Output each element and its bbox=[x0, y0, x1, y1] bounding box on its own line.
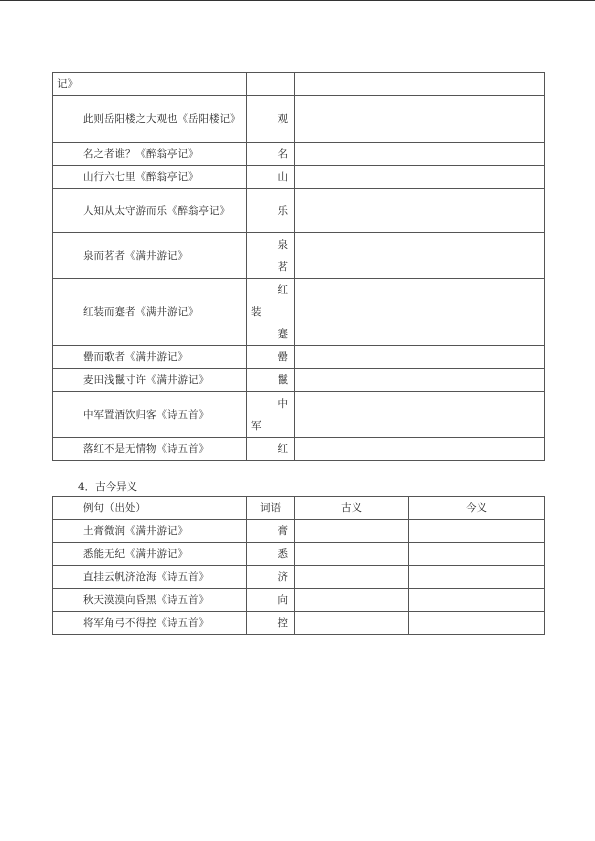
example-cell: 将军角弓不得控《诗五首》 bbox=[53, 612, 247, 635]
word-cell: 控 bbox=[247, 612, 295, 635]
table-row bbox=[53, 589, 545, 612]
table-row bbox=[53, 392, 545, 438]
modern-cell[interactable] bbox=[409, 589, 545, 612]
word-cell bbox=[247, 73, 295, 96]
modern-cell[interactable] bbox=[409, 612, 545, 635]
table-header-row bbox=[53, 497, 545, 520]
word-char: 茗 bbox=[277, 260, 288, 273]
ancient-cell[interactable] bbox=[295, 543, 409, 566]
word-cell: 鬣 bbox=[247, 369, 295, 392]
modern-cell[interactable] bbox=[409, 543, 545, 566]
word-cell: 名 bbox=[247, 143, 295, 166]
answer-cell[interactable] bbox=[295, 96, 545, 143]
word-cell: 罍 bbox=[247, 346, 295, 369]
ancient-cell[interactable] bbox=[295, 612, 409, 635]
example-cell: 红装而蹇者《满井游记》 bbox=[53, 279, 247, 346]
example-cell: 落红不是无情物《诗五首》 bbox=[53, 438, 247, 461]
example-cell: 名之者谁？《醉翁亭记》 bbox=[53, 143, 247, 166]
ancient-modern-meaning-table bbox=[52, 496, 545, 635]
table-row bbox=[53, 543, 545, 566]
example-cell: 罍而歌者《满井游记》 bbox=[53, 346, 247, 369]
example-cell: 泉而茗者《满井游记》 bbox=[53, 233, 247, 279]
answer-cell[interactable] bbox=[295, 73, 545, 96]
answer-cell[interactable] bbox=[295, 166, 545, 189]
example-cell: 中军置酒饮归客《诗五首》 bbox=[53, 392, 247, 438]
example-cell: 悉能无纪《满井游记》 bbox=[53, 543, 247, 566]
answer-cell[interactable] bbox=[295, 233, 545, 279]
table-row bbox=[53, 520, 545, 543]
table-row bbox=[53, 346, 545, 369]
example-cell: 此则岳阳楼之大观也《岳阳楼记》 bbox=[53, 96, 247, 143]
answer-cell[interactable] bbox=[295, 189, 545, 233]
word-cell: 膏 bbox=[247, 520, 295, 543]
ancient-cell[interactable] bbox=[295, 566, 409, 589]
word-cell: 乐 bbox=[247, 189, 295, 233]
table-row bbox=[53, 279, 545, 346]
answer-cell[interactable] bbox=[295, 438, 545, 461]
section-heading: 4．古今异义 bbox=[78, 481, 138, 493]
example-cell: 直挂云帆济沧海《诗五首》 bbox=[53, 566, 247, 589]
word-cell: 悉 bbox=[247, 543, 295, 566]
word-cell: 向 bbox=[247, 589, 295, 612]
example-cell: 土膏微润《满井游记》 bbox=[53, 520, 247, 543]
example-cell: 记》 bbox=[53, 73, 247, 96]
word-cell bbox=[247, 233, 295, 279]
table-row bbox=[53, 612, 545, 635]
answer-cell[interactable] bbox=[295, 369, 545, 392]
word-meaning-table bbox=[52, 72, 545, 461]
table-row bbox=[53, 166, 545, 189]
page-top-rule bbox=[0, 0, 595, 1]
word-char: 蹇 bbox=[277, 328, 288, 340]
word-cell: 观 bbox=[247, 96, 295, 143]
ancient-cell[interactable] bbox=[295, 520, 409, 543]
example-cell: 山行六七里《醉翁亭记》 bbox=[53, 166, 247, 189]
table-row bbox=[53, 438, 545, 461]
word-cell: 济 bbox=[247, 566, 295, 589]
word-char: 红 bbox=[277, 284, 288, 296]
example-cell: 麦田浅鬣寸许《满井游记》 bbox=[53, 369, 247, 392]
example-cell: 秋天漠漠向昏黑《诗五首》 bbox=[53, 589, 247, 612]
answer-cell[interactable] bbox=[295, 346, 545, 369]
modern-cell[interactable] bbox=[409, 566, 545, 589]
answer-cell[interactable] bbox=[295, 143, 545, 166]
table-row bbox=[53, 73, 545, 96]
answer-cell[interactable] bbox=[295, 392, 545, 438]
example-cell: 人知从太守游而乐《醉翁亭记》 bbox=[53, 189, 247, 233]
table-row bbox=[53, 369, 545, 392]
header-word: 词语 bbox=[247, 497, 295, 520]
table-row bbox=[53, 96, 545, 143]
header-modern: 今义 bbox=[409, 497, 545, 520]
word-char: 中 bbox=[277, 397, 288, 410]
table-row bbox=[53, 566, 545, 589]
word-char: 泉 bbox=[277, 238, 288, 251]
table-row bbox=[53, 189, 545, 233]
word-cell bbox=[247, 392, 295, 438]
header-ancient: 古义 bbox=[295, 497, 409, 520]
word-cell: 红 bbox=[247, 438, 295, 461]
header-example: 例句（出处） bbox=[53, 497, 247, 520]
modern-cell[interactable] bbox=[409, 520, 545, 543]
ancient-cell[interactable] bbox=[295, 589, 409, 612]
table-row bbox=[53, 143, 545, 166]
word-char: 装 bbox=[251, 306, 262, 318]
table-row bbox=[53, 233, 545, 279]
answer-cell[interactable] bbox=[295, 279, 545, 346]
word-cell bbox=[247, 279, 295, 346]
word-char: 军 bbox=[251, 419, 262, 432]
word-cell: 山 bbox=[247, 166, 295, 189]
